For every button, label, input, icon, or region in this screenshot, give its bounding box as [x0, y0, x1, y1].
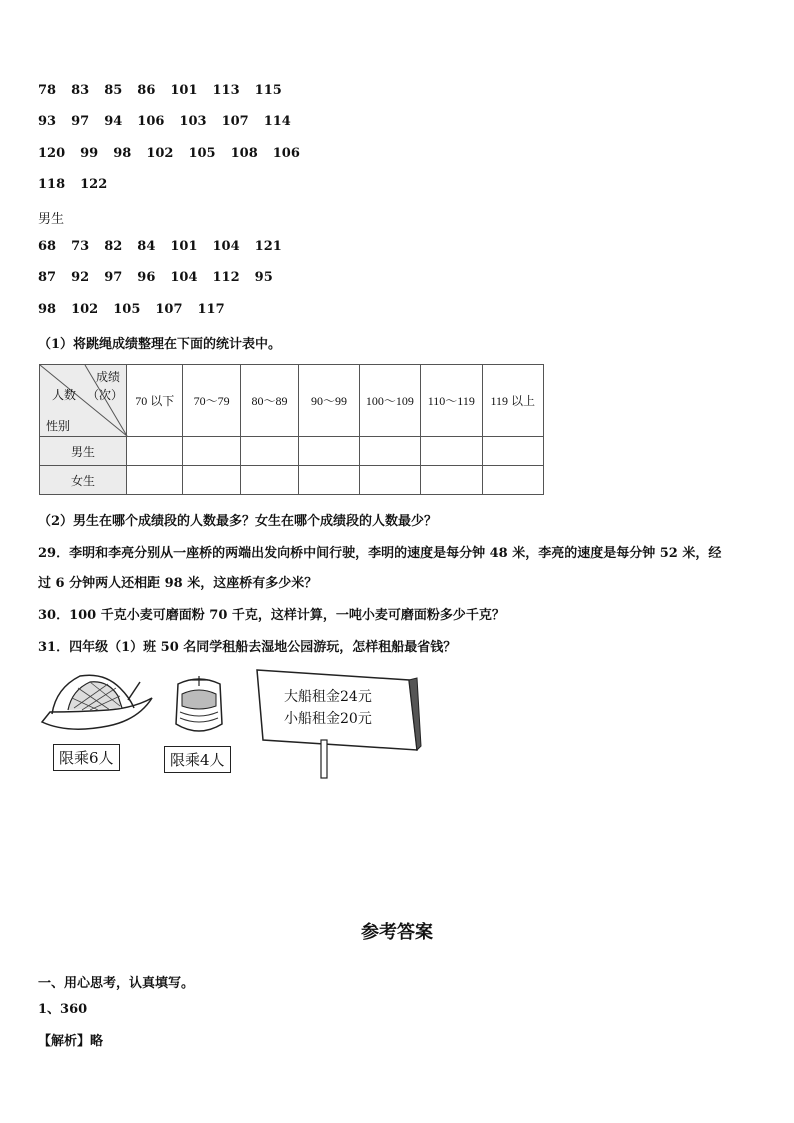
score-value: 96 — [137, 270, 156, 285]
analysis — [38, 1030, 103, 1049]
row-label-girls: 女生 — [40, 466, 127, 495]
table-cell[interactable] — [421, 437, 482, 466]
column-header: 110～119 — [421, 365, 482, 437]
score-value: 97 — [71, 114, 90, 129]
score-row — [38, 83, 297, 98]
small-boat-illustration — [166, 672, 232, 740]
question-30: 30．100 千克小麦可磨面粉 70 千克，这样计算，一吨小麦可磨面粉多少千克？ — [38, 608, 505, 623]
score-value: 108 — [230, 146, 258, 161]
score-value: 114 — [263, 114, 291, 129]
table-cell[interactable] — [359, 437, 420, 466]
score-value: 105 — [113, 302, 141, 317]
table-cell[interactable] — [127, 466, 183, 495]
score-value: 101 — [170, 83, 198, 98]
table-cell[interactable] — [482, 437, 543, 466]
column-header: 100～109 — [359, 365, 420, 437]
small-boat-price: 小船租金20元 — [284, 711, 372, 727]
score-value: 107 — [155, 302, 183, 317]
boys-label: 男生 — [38, 212, 65, 227]
table-cell[interactable] — [183, 466, 240, 495]
score-value: 94 — [104, 114, 123, 129]
analysis-text: 略 — [90, 1034, 104, 1049]
score-value: 118 — [38, 177, 66, 192]
question-1: （1）将跳绳成绩整理在下面的统计表中。 — [38, 337, 282, 352]
score-value: 92 — [71, 270, 90, 285]
score-value: 82 — [104, 239, 123, 254]
table-cell[interactable] — [359, 466, 420, 495]
big-boat-capacity-label: 限乘6人 — [53, 744, 120, 771]
score-value: 93 — [38, 114, 57, 129]
row-label-boys: 男生 — [40, 437, 127, 466]
score-row — [38, 270, 288, 285]
score-value: 104 — [212, 239, 240, 254]
score-row — [38, 114, 306, 129]
table-cell[interactable] — [421, 466, 482, 495]
score-value: 78 — [38, 83, 57, 98]
diag-score-label: 成绩 — [96, 370, 121, 384]
score-value: 105 — [188, 146, 216, 161]
score-value: 98 — [38, 302, 57, 317]
table-row — [40, 437, 544, 466]
score-row — [38, 239, 297, 254]
score-value: 102 — [146, 146, 174, 161]
score-value: 83 — [71, 83, 90, 98]
answers-title: 参考答案 — [361, 922, 433, 943]
score-value: 97 — [104, 270, 123, 285]
column-header: 119 以上 — [482, 365, 543, 437]
statistics-table — [39, 364, 544, 495]
table-cell[interactable] — [299, 466, 359, 495]
score-value: 121 — [254, 239, 282, 254]
score-value: 120 — [38, 146, 66, 161]
table-row — [40, 466, 544, 495]
score-value: 115 — [254, 83, 282, 98]
score-value: 98 — [113, 146, 132, 161]
table-cell[interactable] — [127, 437, 183, 466]
score-value: 107 — [221, 114, 249, 129]
diag-gender-label: 性别 — [46, 419, 71, 433]
score-value: 95 — [254, 270, 273, 285]
small-boat-capacity-label: 限乘4人 — [164, 746, 231, 773]
score-value: 85 — [104, 83, 123, 98]
score-row — [38, 146, 315, 161]
analysis-label: 【解析】 — [38, 1034, 91, 1049]
score-value: 84 — [137, 239, 156, 254]
score-value: 68 — [38, 239, 57, 254]
score-value: 104 — [170, 270, 198, 285]
question-29-line1: 29．李明和李亮分别从一座桥的两端出发向桥中间行驶，李明的速度是每分钟 48 米，李亮的速度是每分钟 52 米，经 — [38, 546, 722, 561]
score-value: 112 — [212, 270, 240, 285]
score-value: 106 — [272, 146, 300, 161]
table-cell[interactable] — [240, 466, 298, 495]
table-cell[interactable] — [240, 437, 298, 466]
big-boat-price: 大船租金24元 — [284, 689, 372, 705]
table-cell[interactable] — [299, 437, 359, 466]
column-header: 80～89 — [240, 365, 298, 437]
diag-times-label: （次） — [87, 388, 124, 402]
score-value: 117 — [197, 302, 225, 317]
column-header: 90～99 — [299, 365, 359, 437]
diag-count-label: 人数 — [52, 388, 77, 402]
question-31: 31．四年级（1）班 50 名同学租船去湿地公园游玩，怎样租船最省钱？ — [38, 640, 457, 655]
question-2: （2）男生在哪个成绩段的人数最多？女生在哪个成绩段的人数最少？ — [38, 514, 438, 529]
score-value: 101 — [170, 239, 198, 254]
score-row — [38, 302, 240, 317]
section-1-heading: 一、用心思考，认真填写。 — [38, 976, 195, 991]
answer-1: 1、360 — [38, 1002, 88, 1017]
score-value: 103 — [179, 114, 207, 129]
score-value: 122 — [80, 177, 108, 192]
score-value: 87 — [38, 270, 57, 285]
diagonal-header-cell — [40, 365, 127, 437]
table-cell[interactable] — [482, 466, 543, 495]
score-row — [38, 177, 122, 192]
column-header: 70 以下 — [127, 365, 183, 437]
table-cell[interactable] — [183, 437, 240, 466]
score-value: 99 — [80, 146, 99, 161]
score-value: 102 — [71, 302, 99, 317]
question-29-line2: 过 6 分钟两人还相距 98 米，这座桥有多少米？ — [38, 576, 318, 591]
column-header: 70～79 — [183, 365, 240, 437]
score-value: 113 — [212, 83, 240, 98]
score-value: 106 — [137, 114, 165, 129]
big-boat-illustration — [38, 668, 156, 738]
score-value: 73 — [71, 239, 90, 254]
score-value: 86 — [137, 83, 156, 98]
